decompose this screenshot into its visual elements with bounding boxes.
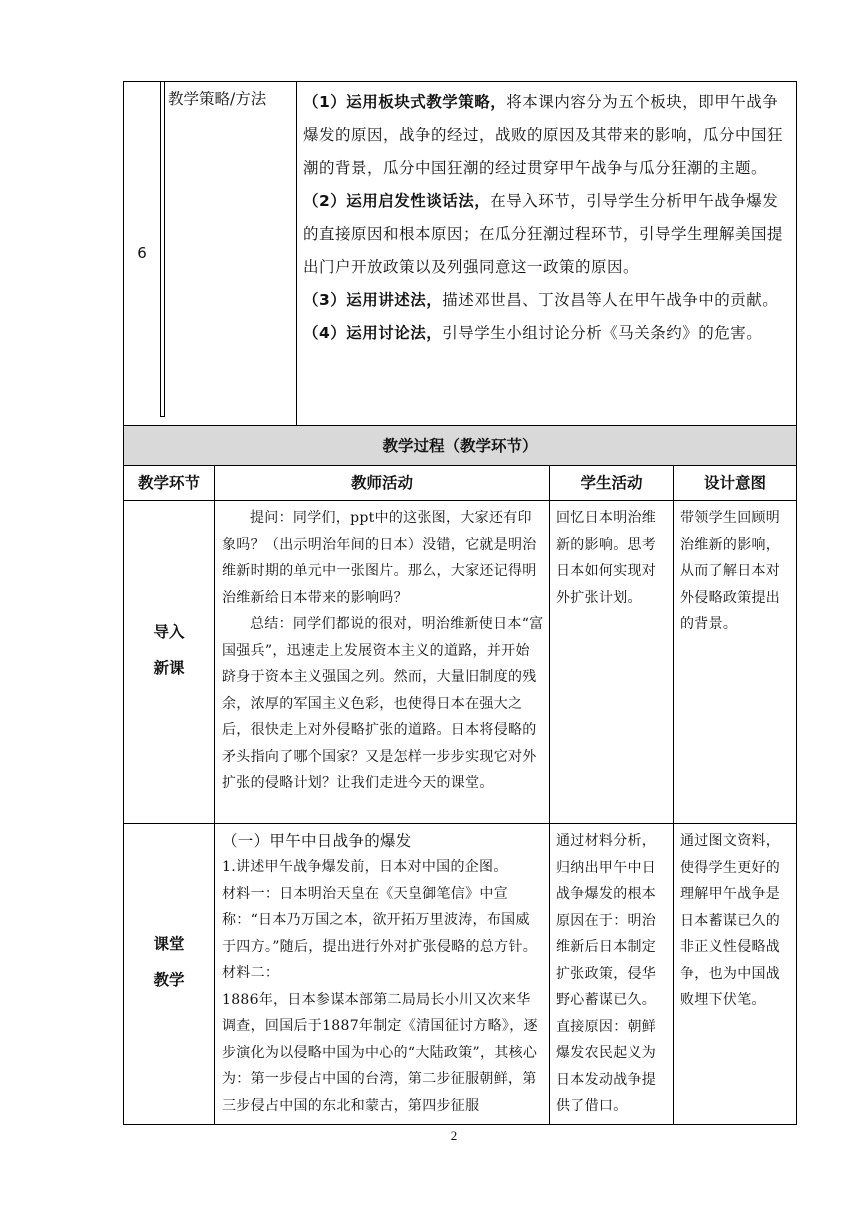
class-stage: 课堂 教学 bbox=[153, 935, 185, 989]
strategy-item: （2）运用启发性谈话法，在导入环节，引导学生分析甲午战争爆发的直接原因和根本原因；在瓜分狂潮过程环节，引导学生理解美国提出门户开放政策以及列强同意这一政策的原因。 bbox=[303, 192, 784, 276]
intro-student-activity: 回忆日本明治维新的影响。思考日本如何实现对外扩张计划。 bbox=[556, 510, 657, 606]
header-teacher: 教师活动 bbox=[350, 474, 413, 492]
class-student-activity: 通过材料分析，归纳出甲午中日战争爆发的根本原因在于：明治维新后日本制定扩张政策，侵华野心蓄谋已久。直接原因：朝鲜爆发农民起义为日本发动战争提供了借口。 bbox=[556, 833, 657, 1114]
intro-teacher-activity: 提问：同学们，ppt中的这张图，大家还有印象吗？（出示明治年间的日本）没错，它就是明治维新时期的单元中一张图片。那么，大家还记得明治维新给日本带来的影响吗？ 总结：同学们都说的很对，明治维新使日本“富国强兵”，迅速走上发展资本主义的道路，并开始跻身于资本主义强国之列。然而，大量旧制度的残余，浓厚的军国主义色彩，也使得日本在强大之后，很快走上对外侵略扩张的道路。日本将侵略的矛头指向了哪个国家？又是怎样一步步实现它对外扩张的侵略计划？让我们走进今天的课堂。 bbox=[222, 510, 544, 791]
process-title-bar bbox=[124, 425, 796, 465]
strategy-item: （3）运用讲述法，描述邓世昌、丁汝昌等人在甲午战争中的贡献。 bbox=[303, 291, 779, 309]
header-stage: 教学环节 bbox=[137, 474, 200, 492]
strategy-content bbox=[303, 86, 793, 350]
class-teacher-activity: （一）甲午中日战争的爆发 1.讲述甲午战争爆发前，日本对中国的企图。 材料一：日本明治天皇在《天皇御笔信》中宣称：“日本乃万国之本，欲开拓万里波涛，布国威于四方。”随后，提出进行外对扩张侵略的总方针。 材料二： 1886年，日本参谋本部第二局局长小川又次来华调查，回国后于1887年制定《清国征讨方略》，逐步演化为以侵略中国为中心的“大陆政策”，其核心为：第一步侵占中国的台湾，第二步征服朝鲜，第三步侵占中国的东北和蒙古，第四步征服 bbox=[222, 828, 544, 1119]
strategy-label: 教学策略/方法 bbox=[168, 90, 267, 108]
class-design-intent: 通过图文资料，使得学生更好的理解甲午战争是日本蓄谋已久的非正义性侵略战争，也为中国战败埋下伏笔。 bbox=[680, 833, 781, 1008]
section-title: （一）甲午中日战争的爆发 bbox=[222, 832, 412, 850]
strategy-item: （1）运用板块式教学策略，将本课内容分为五个板块，即甲午战争爆发的原因，战争的经过，战败的原因及其带来的影响，瓜分中国狂潮的背景，瓜分中国狂潮的经过贯穿甲午战争与瓜分狂潮的主题。 bbox=[303, 93, 784, 177]
page-number: 2 bbox=[450, 1128, 458, 1143]
header-intent: 设计意图 bbox=[703, 474, 766, 492]
strategy-item: （4）运用讨论法，引导学生小组讨论分析《马关条约》的危害。 bbox=[303, 324, 763, 342]
intro-design-intent: 带领学生回顾明治维新的影响，从而了解日本对外侵略政策提出的背景。 bbox=[680, 510, 781, 632]
row-number: 6 bbox=[137, 244, 147, 262]
intro-stage: 导入 新课 bbox=[153, 623, 185, 677]
header-student: 学生活动 bbox=[580, 474, 643, 492]
process-title: 教学过程（教学环节） bbox=[382, 437, 538, 455]
